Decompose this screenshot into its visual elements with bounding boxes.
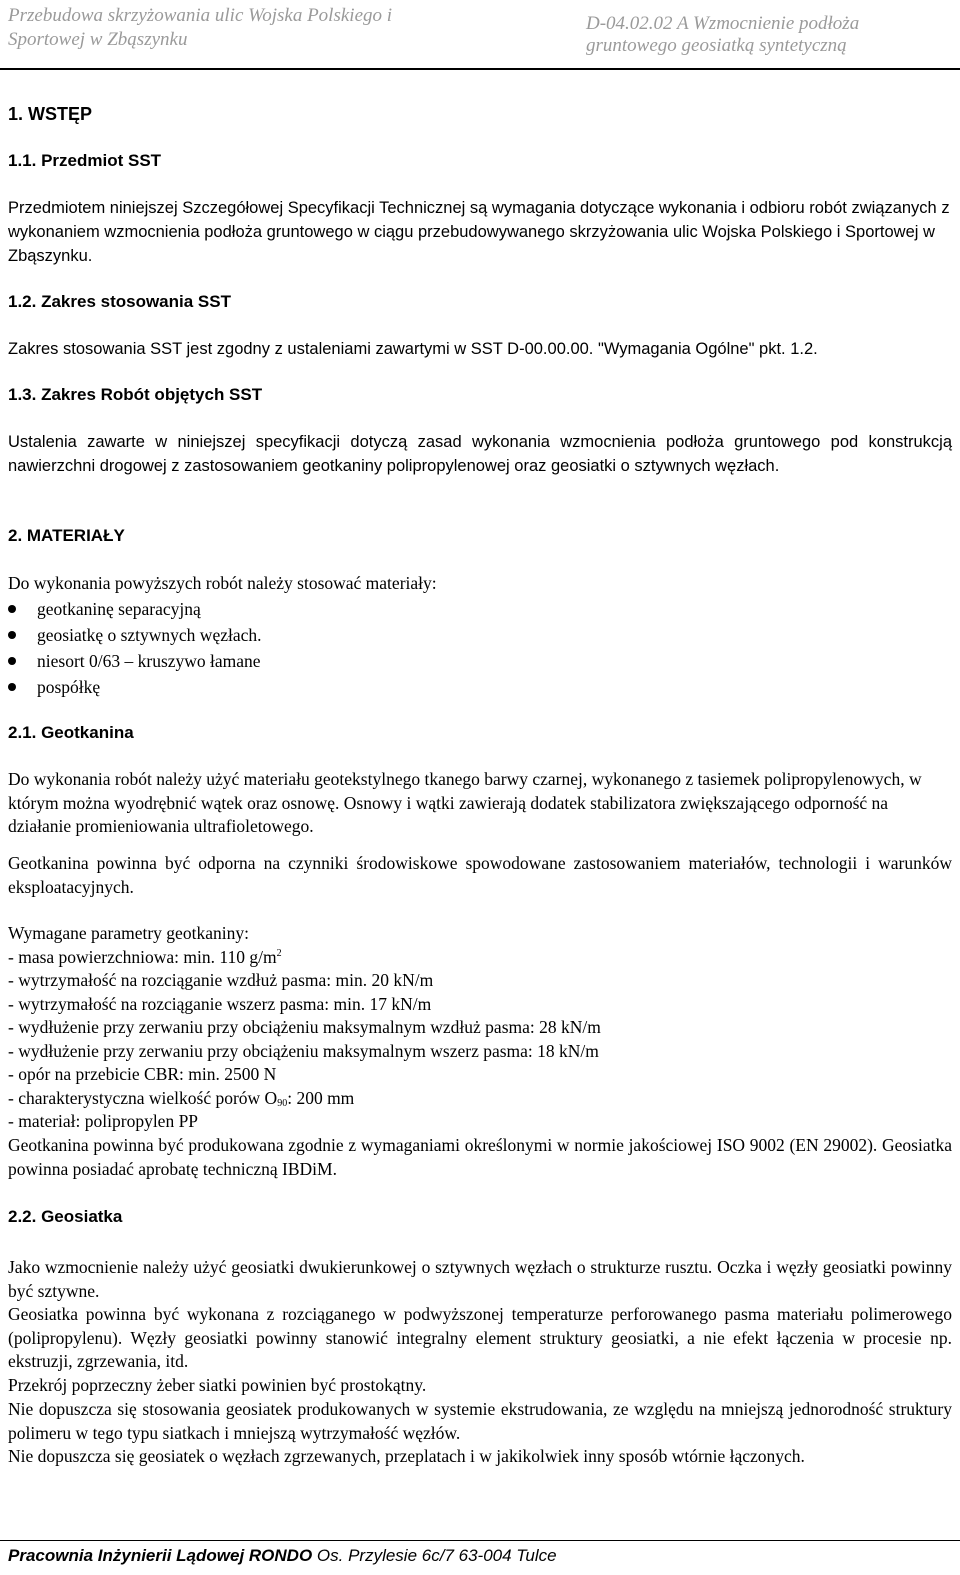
param-mass: - masa powierzchniowa: min. 110 $g/m^2$ [8, 946, 282, 967]
section-1-1-heading: 1.1. Przedmiot SST [8, 151, 162, 170]
header-spec-line2: gruntowego geosiatką syntetyczną [586, 35, 847, 56]
section-1-2-text: Zakres stosowania SST jest zgodny z ustaleniami zawartymi w SST D-00.00.00. "Wymagania Ogólne" pkt. 1.2. [8, 340, 818, 358]
section-1-2-heading: 1.2. Zakres stosowania SST [8, 292, 231, 311]
footer-divider [0, 1540, 960, 1541]
bullet-icon [8, 657, 16, 665]
param-item: - wytrzymałość na rozciąganie wzdłuż pasma: min. 20 kN/m [8, 970, 434, 990]
footer-address: Os. Przylesie 6c/7 63-004 Tulce [312, 1546, 557, 1565]
param-material: - materiał: polipropylen PP [8, 1111, 199, 1131]
section-2-1-para-1: Do wykonania robót należy użyć materiału geotekstylnego tkanego barwy czarnej, wykonanego z tasiemek polipropylenowych, w którym można wyodrębnić wątek oraz osnowę. Osnowy i wątki zawierają dodatek stabilizatora zwiększającego odporność na działanie promieniowania ultrafioletowego. [8, 769, 922, 836]
geotextile-parameters [8, 922, 952, 1134]
section-2-heading: 2. MATERIAŁY [8, 526, 125, 545]
section-2-2-heading: 2.2. Geosiatka [8, 1207, 123, 1226]
param-pore-size: - charakterystyczna wielkość porów $O_{90}$: 200 mm [8, 1087, 355, 1109]
header-project-line1: Przebudowa skrzyżowania ulic Wojska Polskiego i [8, 5, 393, 26]
section-2-2-para-2: Geosiatka powinna być wykonana z rozciąganego w podwyższonej temperaturze perforowanego pasma materiału polimerowego (polipropylenu). Węzły geosiatki powinny stanowić integralny element struktury geosiatki, a nie efekt łączenia w procesie np. ekstruzji, zgrzewania, itd. [8, 1304, 952, 1371]
section-1-heading: 1. WSTĘP [8, 104, 93, 124]
param-item: - wydłużenie przy zerwaniu przy obciążeniu maksymalnym wzdłuż pasma: 28 kN/m [8, 1017, 601, 1037]
section-1-3-text: Ustalenia zawarte w niniejszej specyfikacji dotyczą zasad wykonania wzmocnienia podłoża gruntowego pod konstrukcją nawierzchni drogowej z zastosowaniem geotkaniny polipropylenowej oraz geosiatki o sztywnych węzłach. [8, 433, 952, 475]
params-intro: Wymagane parametry geotkaniny: [8, 923, 249, 943]
header-project-line2: Sportowej w Zbąszynku [8, 29, 188, 50]
section-2-2-para-4: Nie dopuszcza się stosowania geosiatek produkowanych w systemie ekstrudowania, ze względu na mniejszą jednorodność struktury polimeru w tego typu siatkach i mniejszą wytrzymałość węzłów. [8, 1399, 952, 1443]
bullet-icon [8, 631, 16, 639]
materials-intro: Do wykonania powyższych robót należy stosować materiały: [8, 573, 437, 593]
header-spec-line1: D-04.02.02 A Wzmocnienie podłoża [586, 13, 860, 34]
header-divider [0, 68, 960, 70]
header-spec-code [586, 13, 859, 57]
list-item: pospółkę [8, 674, 100, 700]
list-item: niesort 0/63 – kruszywo łamane [8, 648, 261, 674]
section-1-1-text: Przedmiotem niniejszej Szczegółowej Specyfikacji Technicznej są wymagania dotyczące wykonania i odbioru robót związanych z wykonaniem wzmocnienia podłoża gruntowego w ciągu przebudowywanego skrzyżowania ulic Wojska Polskiego i Sportowej w Zbąszynku. [8, 199, 950, 265]
bullet-icon [8, 683, 16, 691]
page-footer [8, 1545, 557, 1567]
list-item: geotkaninę separacyjną [8, 596, 201, 622]
section-2-1-para-2: Geotkanina powinna być odporna na czynniki środowiskowe spowodowane zastosowaniem materiałów, technologii i warunków eksploatacyjnych. [8, 853, 952, 897]
list-item: geosiatkę o sztywnych węzłach. [8, 622, 262, 648]
section-2-1-heading: 2.1. Geotkanina [8, 723, 134, 742]
page-header [0, 0, 960, 70]
section-2-2-para-3: Przekrój poprzeczny żeber siatki powinien być prostokątny. [8, 1375, 427, 1395]
footer-company: Pracownia Inżynierii Lądowej RONDO [8, 1546, 313, 1565]
header-project-title [8, 4, 392, 52]
section-1-3-heading: 1.3. Zakres Robót objętych SST [8, 385, 263, 404]
param-item: - wytrzymałość na rozciąganie wszerz pasma: min. 17 kN/m [8, 993, 432, 1014]
param-item: - wydłużenie przy zerwaniu przy obciążeniu maksymalnym wszerz pasma: 18 kN/m [8, 1040, 599, 1061]
param-item: - opór na przebicie CBR: min. 2500 N [8, 1064, 277, 1084]
section-2-2-para-5: Nie dopuszcza się geosiatek o węzłach zgrzewanych, przeplatach i w jakikolwiek inny sposób wtórnie łączonych. [8, 1446, 805, 1466]
section-2-1-para-3: Geotkanina powinna być produkowana zgodnie z wymaganiami określonymi w normie jakościowej ISO 9002 (EN 29002). Geosiatka powinna posiadać aprobatę techniczną IBDiM. [8, 1135, 952, 1179]
bullet-icon [8, 605, 16, 613]
section-2-2-para-1: Jako wzmocnienie należy użyć geosiatki dwukierunkowej o sztywnych węzłach o strukturze rusztu. Oczka i węzły geosiatki powinny być sztywne. [8, 1257, 952, 1301]
